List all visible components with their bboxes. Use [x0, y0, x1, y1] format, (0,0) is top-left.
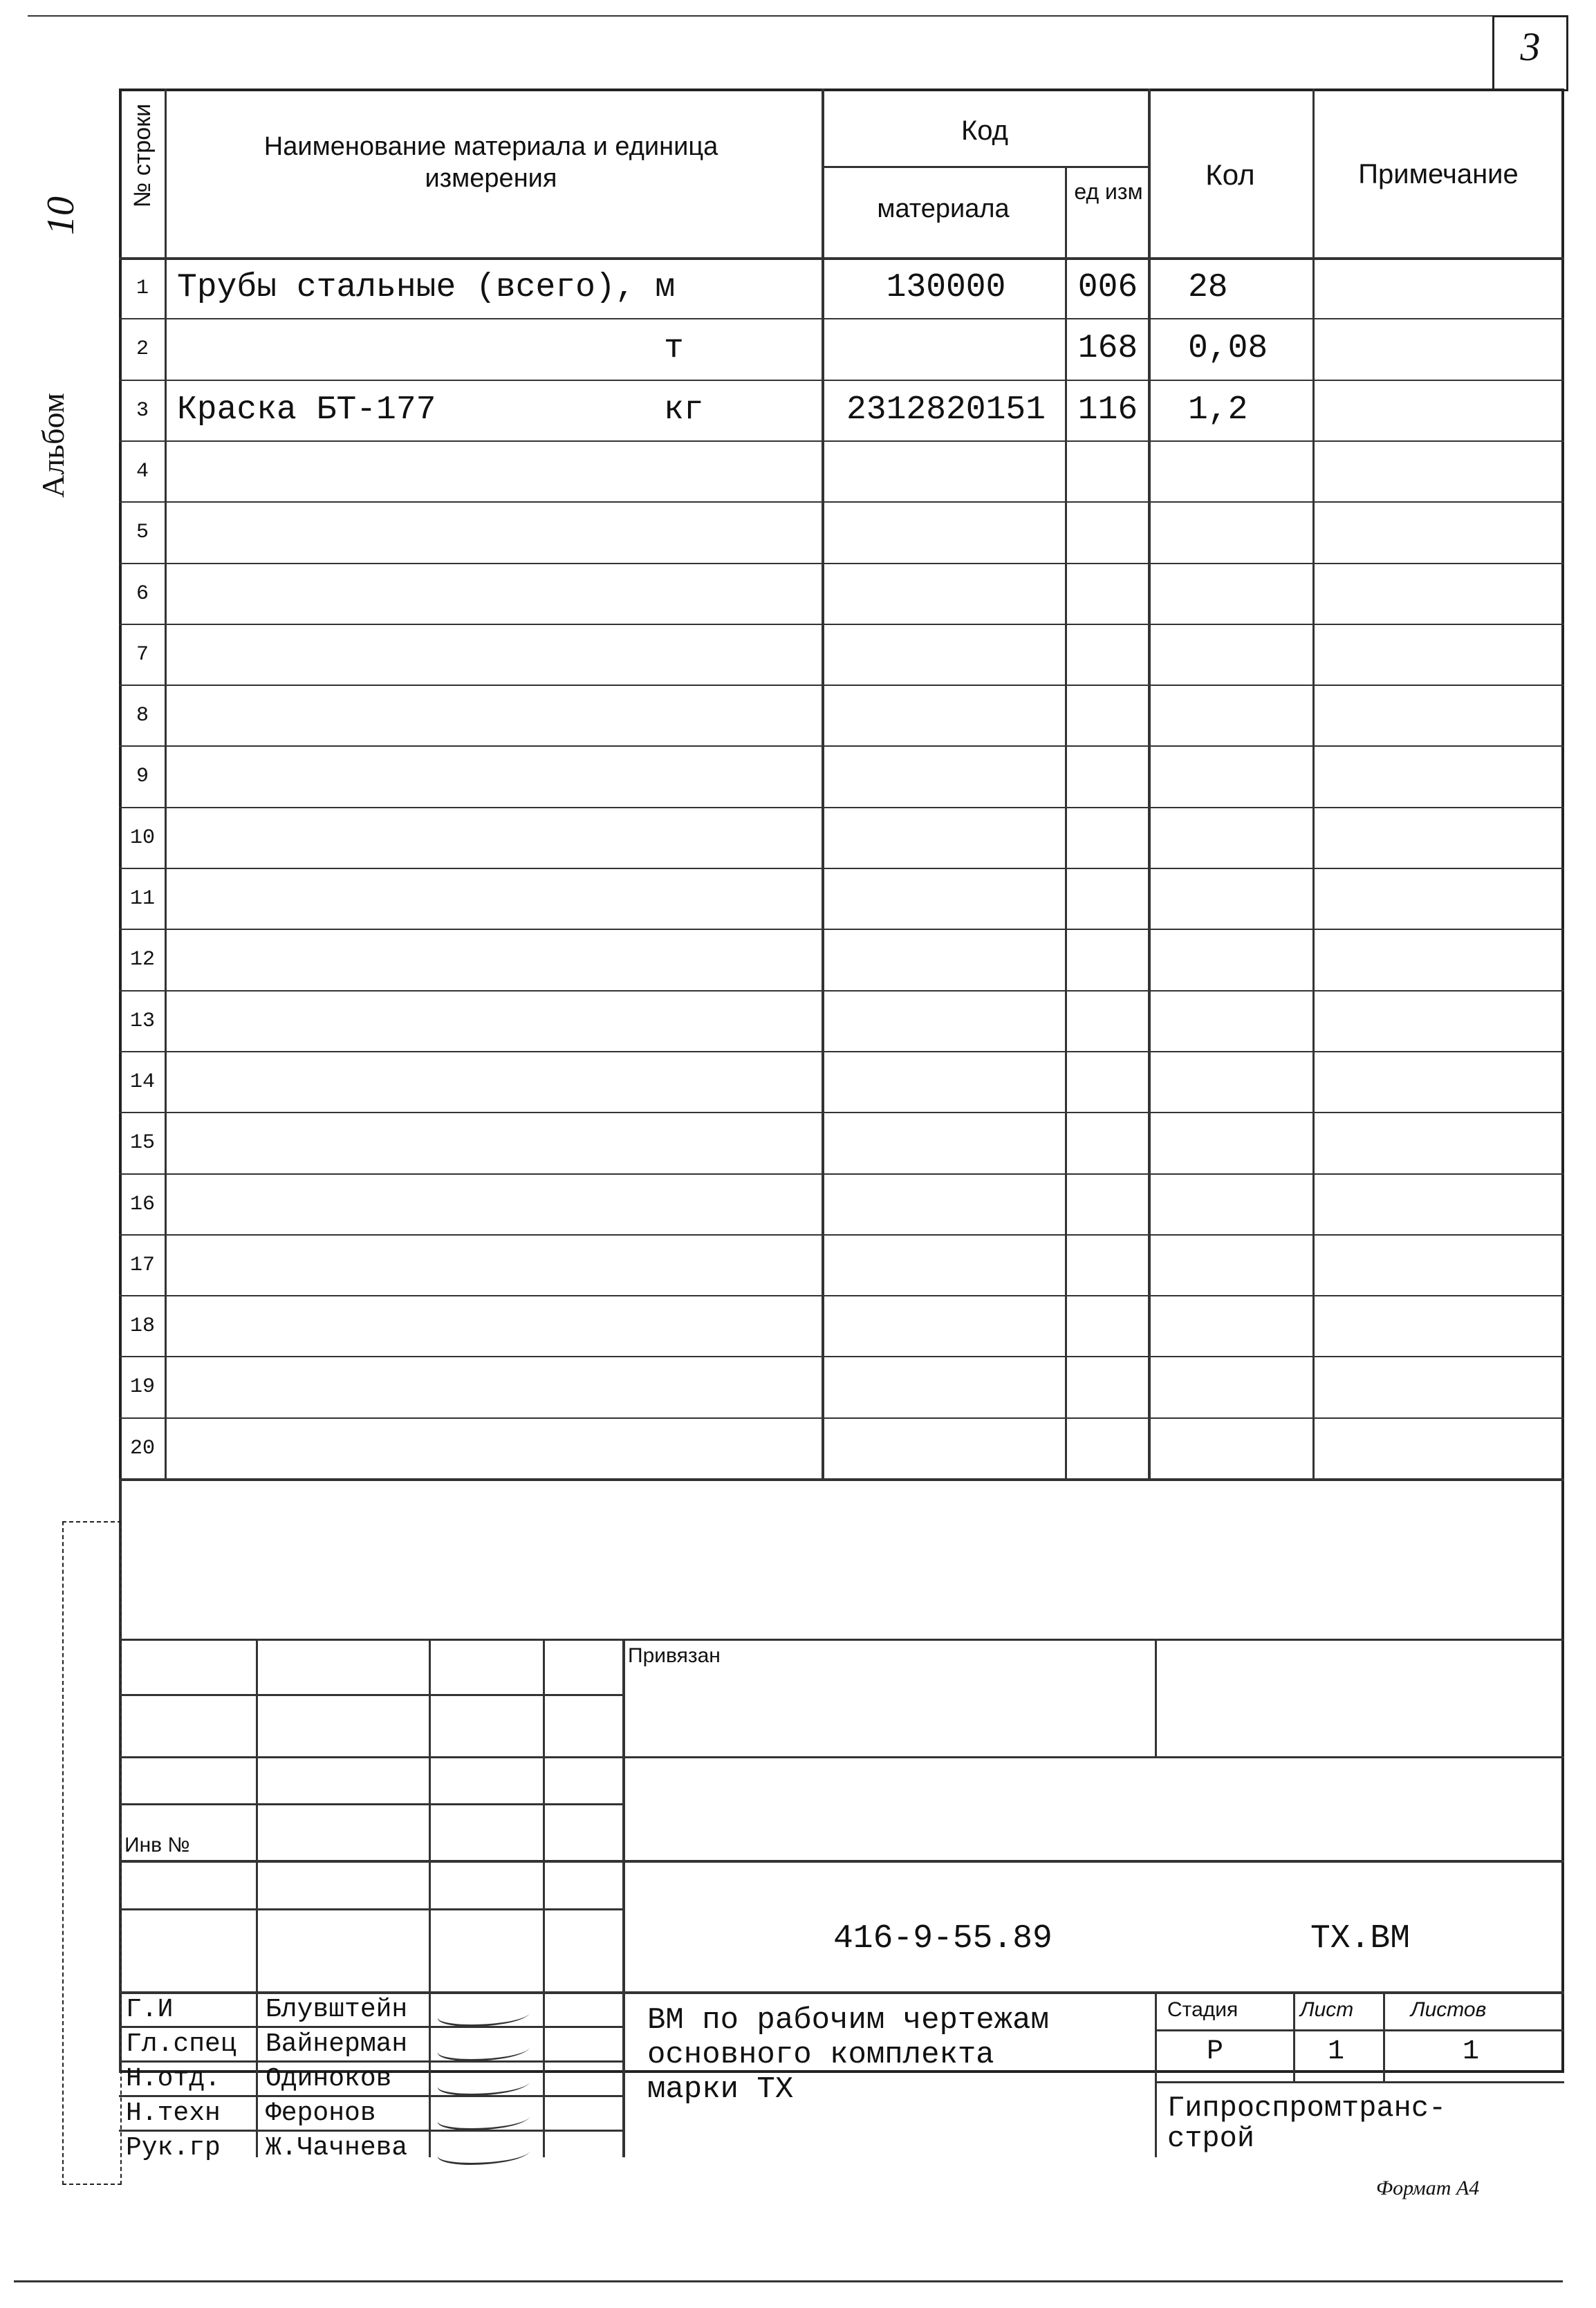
row-number: 15	[129, 1131, 155, 1155]
document-mark: ТХ.ВМ	[1310, 1920, 1411, 1957]
main-frame	[119, 89, 1564, 2073]
sheet-label: Лист	[1300, 1998, 1354, 2021]
row-number: 13	[129, 1009, 155, 1033]
signer-name: Блувштейн	[266, 1995, 408, 2025]
material-unit: кг	[664, 391, 704, 429]
sheets-value: 1	[1463, 2036, 1480, 2067]
row-number: 19	[129, 1375, 155, 1399]
album-number: 10	[39, 196, 82, 235]
signature-mark	[434, 2073, 534, 2096]
row-number: 14	[129, 1070, 155, 1094]
row-number: 4	[136, 459, 149, 483]
material-name: Трубы стальные (всего), м	[177, 269, 676, 306]
unit-code: 116	[1077, 391, 1138, 429]
material-unit: т	[664, 330, 684, 368]
quantity: 1,2	[1188, 391, 1248, 429]
inventory-number-label: Инв №	[124, 1834, 190, 1856]
signer-role: Гл.спец	[126, 2029, 236, 2059]
description-line-1: ВМ по рабочим чертежам	[647, 2003, 1049, 2038]
signature-mark	[434, 2142, 534, 2165]
material-code: 130000	[886, 269, 1006, 306]
row-number: 3	[136, 398, 149, 422]
format-label: Формат А4	[1376, 2177, 1480, 2199]
signer-role: Н.техн	[126, 2098, 221, 2128]
privyazan-label: Привязан	[628, 1644, 721, 1667]
sheets-label: Листов	[1411, 1998, 1487, 2021]
quantity: 28	[1188, 269, 1228, 306]
organization-line-1: Гипроспромтранс-	[1167, 2092, 1447, 2125]
album-label: Альбом	[35, 393, 71, 498]
row-number: 7	[136, 642, 149, 667]
sheet-value: 1	[1328, 2036, 1345, 2067]
row-number: 2	[136, 337, 149, 362]
row-number: 8	[136, 704, 149, 728]
row-number: 12	[129, 948, 155, 972]
left-stamp-strip	[62, 1521, 122, 2185]
signer-role: Н.отд.	[126, 2064, 221, 2094]
row-number: 17	[129, 1253, 155, 1277]
row-number: 6	[136, 581, 149, 606]
sheet-number: 3	[1520, 24, 1541, 69]
material-name: Краска БТ-177	[177, 391, 436, 429]
signer-name: Одиноков	[266, 2064, 392, 2094]
row-number: 18	[129, 1314, 155, 1339]
signer-name: Ж.Чачнева	[266, 2133, 408, 2163]
signature-mark	[434, 2107, 534, 2130]
row-number: 10	[129, 826, 155, 850]
unit-code: 168	[1077, 330, 1138, 368]
signer-role: Рук.гр	[126, 2133, 221, 2163]
description-line-2: основного комплекта	[647, 2038, 994, 2072]
quantity: 0,08	[1188, 330, 1268, 368]
stage-label: Стадия	[1167, 1998, 1238, 2021]
signer-role: Г.И	[126, 1995, 174, 2025]
material-code: 2312820151	[846, 391, 1046, 429]
row-number: 5	[136, 521, 149, 545]
header-material-code: материала	[877, 194, 1010, 223]
row-number: 20	[129, 1436, 155, 1460]
row-number: 11	[129, 887, 155, 911]
header-note: Примечание	[1358, 159, 1519, 189]
description-line-3: марки ТХ	[647, 2072, 794, 2107]
document-code: 416-9-55.89	[833, 1920, 1052, 1957]
stage-value: Р	[1207, 2036, 1224, 2067]
header-material-name: Наименование материала и единица измерения	[263, 132, 718, 193]
row-number: 16	[129, 1192, 155, 1216]
signer-name: Вайнерман	[266, 2029, 408, 2059]
header-unit-code: ед изм	[1074, 179, 1143, 204]
header-code: Код	[961, 115, 1008, 146]
signer-name: Феронов	[266, 2098, 376, 2128]
row-number: 1	[136, 277, 149, 300]
header-quantity: Кол	[1205, 158, 1255, 191]
unit-code: 006	[1077, 269, 1138, 306]
header-row-number: № строки	[129, 103, 156, 208]
organization-line-2: строй	[1167, 2122, 1255, 2155]
row-number: 9	[136, 765, 149, 789]
